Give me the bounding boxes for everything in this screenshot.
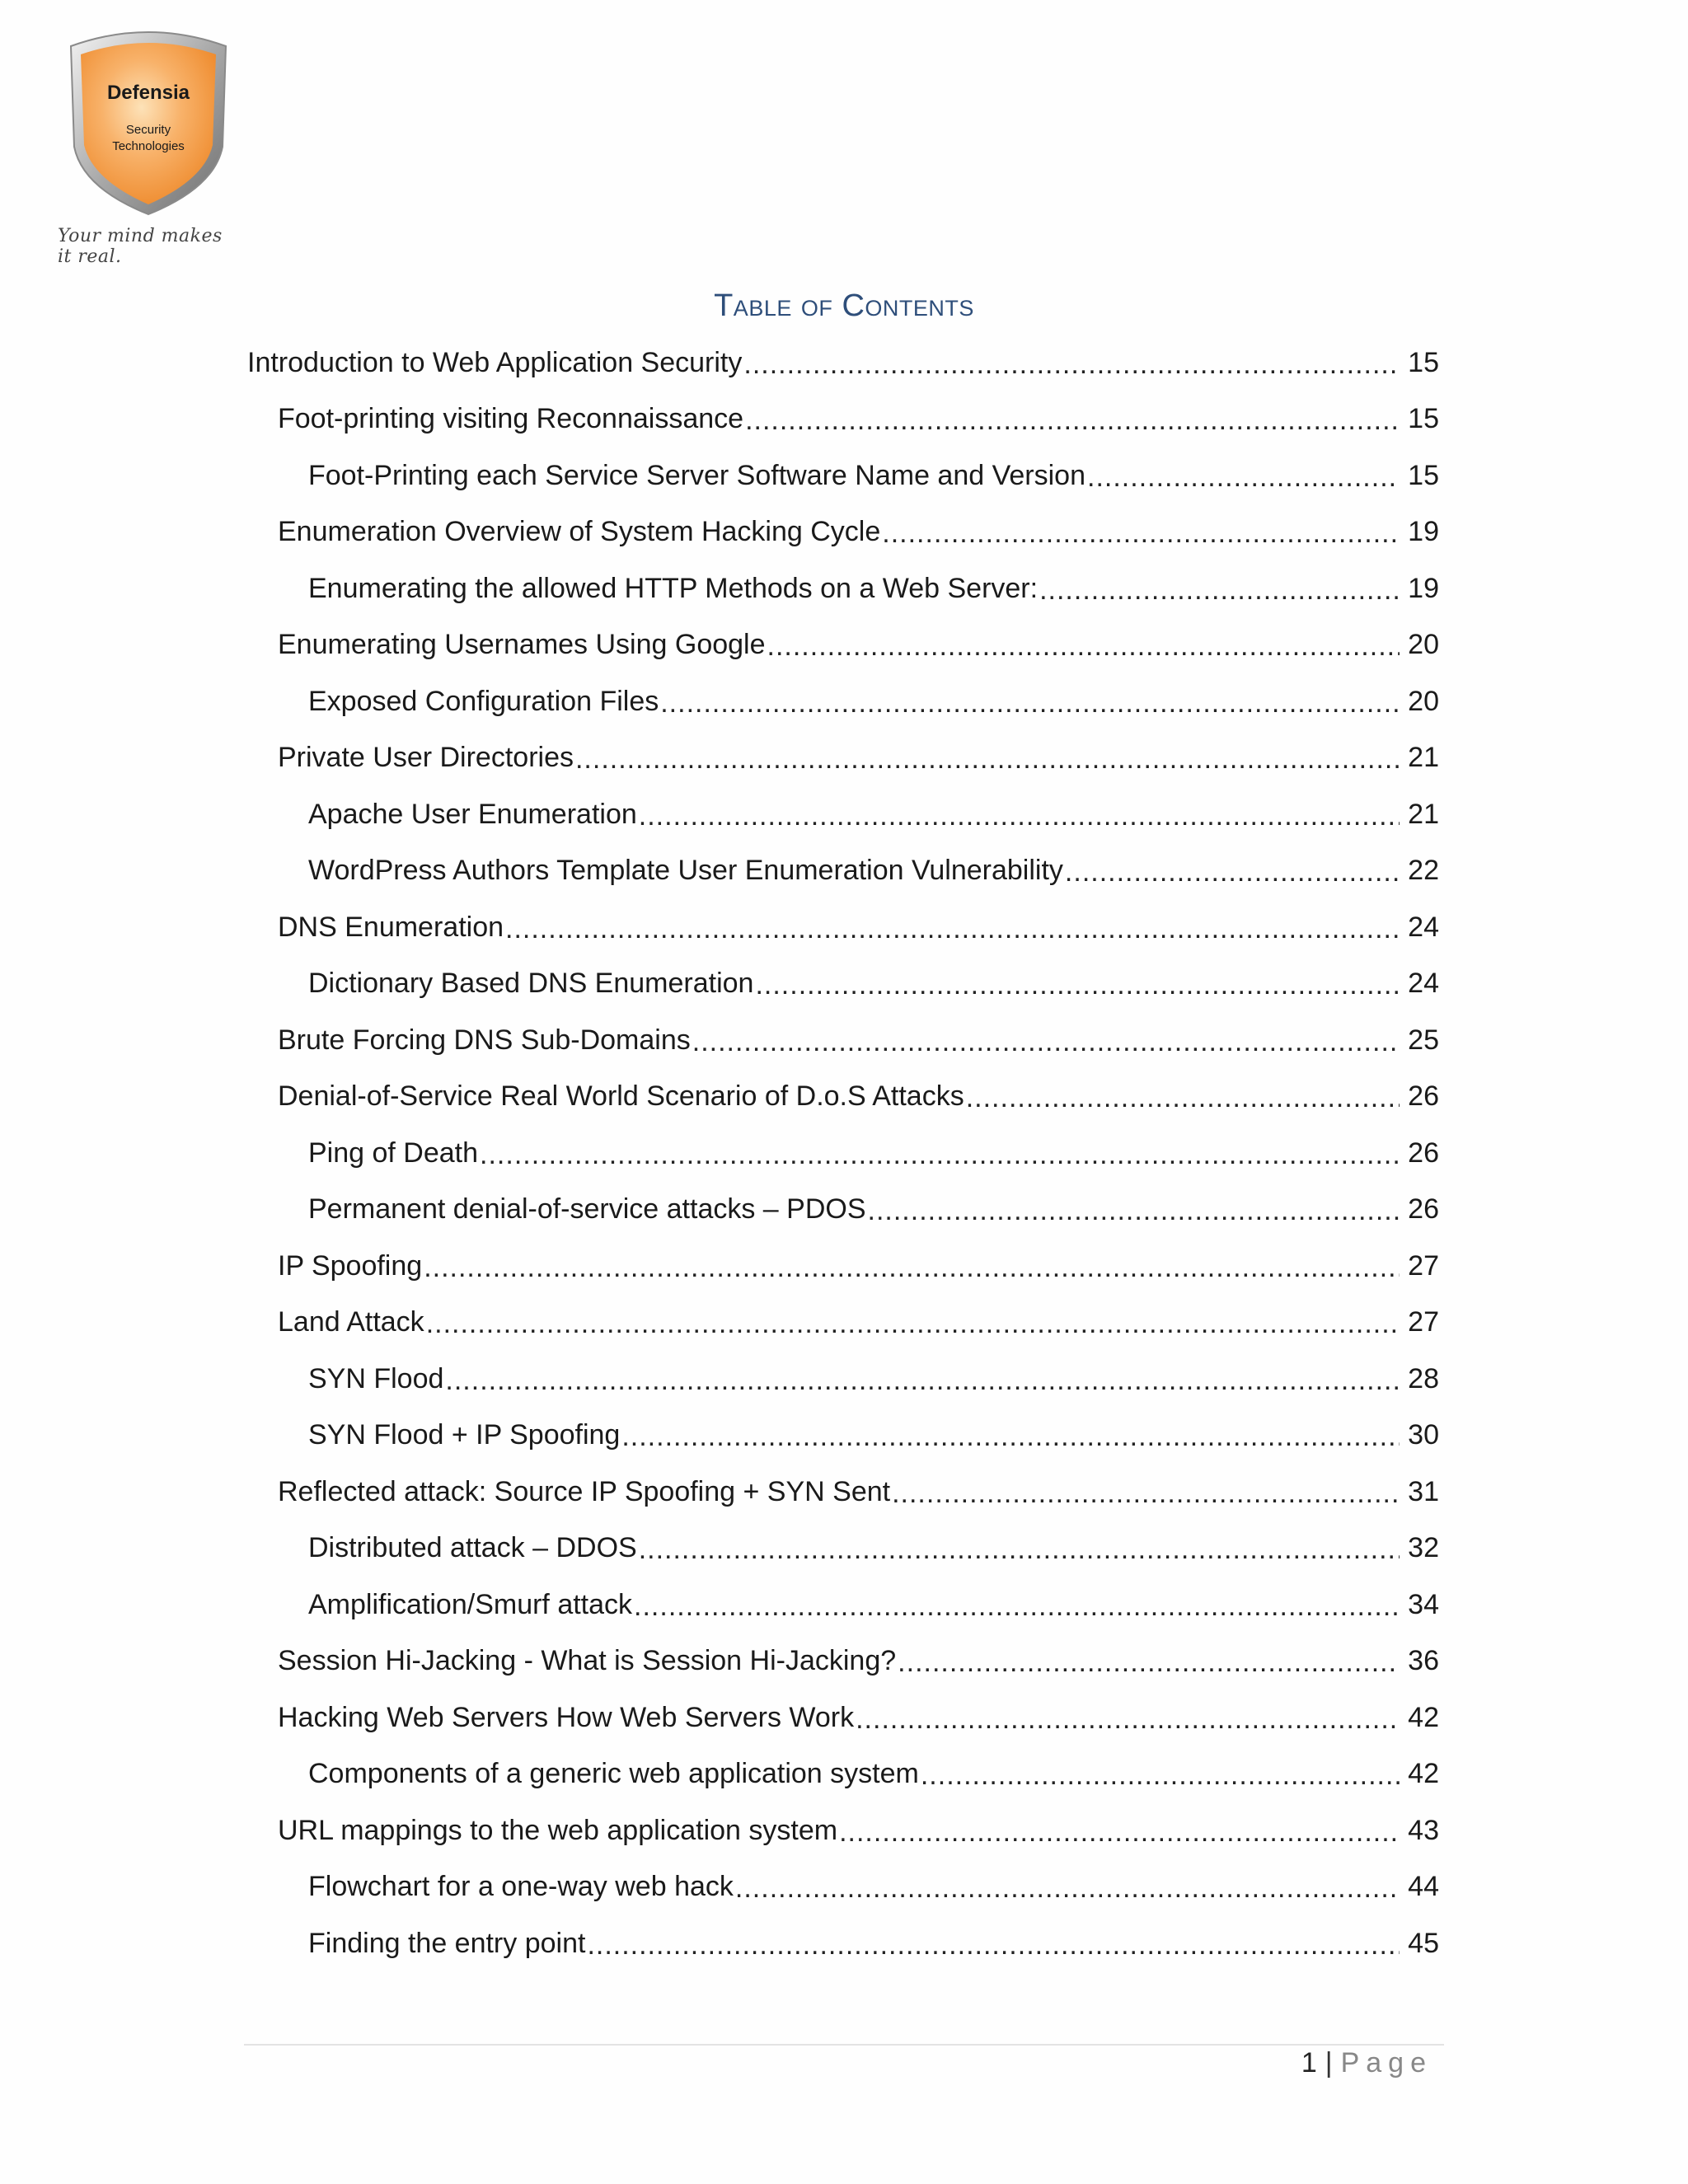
toc-entry-label: Finding the entry point [308,1927,586,1959]
toc-entry[interactable] [247,899,1439,956]
toc-entry[interactable] [247,1182,1439,1239]
toc-entry-page: 31 [1408,1475,1439,1507]
toc-entry-page: 26 [1408,1080,1439,1113]
toc-entry[interactable] [247,391,1439,448]
toc-entry[interactable] [247,1295,1439,1352]
toc-entry-page: 20 [1408,685,1439,717]
toc-entry-label: Foot-Printing each Service Server Software Name and Version [308,459,1086,491]
toc-entry-label: Reflected attack: Source IP Spoofing + SYN Sent [278,1475,891,1507]
toc-entry[interactable] [247,1802,1439,1859]
toc-dot-leader [755,969,1400,1001]
toc-entry-label: SYN Flood + IP Spoofing [308,1419,621,1451]
toc-entry[interactable] [247,1464,1439,1521]
toc-entry-label: Enumerating Usernames Using Google [278,629,766,661]
toc-entry[interactable] [247,1125,1439,1182]
toc-entry-label: Ping of Death [308,1137,479,1169]
toc-entry-page: 15 [1408,403,1439,435]
toc-entry-page: 22 [1408,855,1439,887]
toc-entry[interactable] [247,1690,1439,1746]
toc-dot-leader [966,1082,1400,1114]
toc-entry-page: 36 [1408,1645,1439,1677]
toc-dot-leader [445,1365,1400,1397]
toc-entry-page: 19 [1408,516,1439,548]
toc-entry-label: Enumerating the allowed HTTP Methods on a Web Server: [308,572,1039,604]
toc-entry-label: DNS Enumeration [278,911,504,943]
toc-entry[interactable] [247,956,1439,1013]
toc-dot-leader [839,1816,1400,1849]
toc-entry-page: 42 [1408,1758,1439,1790]
toc-entry[interactable] [247,560,1439,617]
toc-dot-leader [424,1252,1400,1284]
toc-dot-leader [1087,462,1400,494]
toc-entry-label: Enumeration Overview of System Hacking Cycle [278,516,881,548]
toc-dot-leader [898,1647,1400,1679]
toc-entry-label: IP Spoofing [278,1249,423,1282]
toc-entry[interactable] [247,1915,1439,1972]
toc-dot-leader [426,1308,1400,1340]
toc-entry[interactable] [247,1859,1439,1916]
toc-title: Table of Contents [714,288,974,323]
toc-dot-leader [621,1421,1400,1453]
toc-dot-leader [1065,856,1400,888]
toc-entry[interactable] [247,1408,1439,1465]
toc-entry-page: 21 [1408,798,1439,830]
toc-dot-leader [505,913,1400,945]
toc-entry-page: 44 [1408,1871,1439,1903]
toc-entry-page: 21 [1408,742,1439,774]
toc-entry-label: Apache User Enumeration [308,798,637,830]
toc-dot-leader [745,405,1400,437]
toc-entry[interactable] [247,1746,1439,1803]
toc-entry-label: Private User Directories [278,742,574,774]
toc-dot-leader [692,1026,1400,1058]
toc-dot-leader [480,1139,1400,1171]
toc-entry-label: Land Attack [278,1306,424,1338]
toc-entry-label: Dictionary Based DNS Enumeration [308,968,754,1000]
toc-entry[interactable] [247,1633,1439,1690]
toc-entry[interactable] [247,335,1439,391]
toc-entry[interactable] [247,843,1439,900]
toc-entry-label: URL mappings to the web application system [278,1814,838,1846]
page-number: 1 [1301,2047,1317,2079]
page-word: Page [1340,2047,1432,2079]
toc-entry-page: 42 [1408,1701,1439,1733]
toc-entry[interactable] [247,786,1439,843]
toc-entry-page: 26 [1408,1137,1439,1169]
toc-entry[interactable] [247,1577,1439,1633]
toc-entry-page: 30 [1408,1419,1439,1451]
toc-dot-leader [767,630,1400,663]
toc-entry-page: 24 [1408,968,1439,1000]
page-footer [1301,2047,1432,2079]
logo-name: Defensia [106,82,190,104]
toc-entry-label: Amplification/Smurf attack [308,1588,633,1620]
toc-dot-leader [639,800,1400,832]
toc-entry-page: 26 [1408,1193,1439,1226]
shield-icon [53,23,244,221]
toc-dot-leader [587,1929,1400,1961]
defensia-logo [53,23,244,254]
toc-entry[interactable] [247,617,1439,674]
toc-entry-page: 15 [1408,459,1439,491]
toc-dot-leader [639,1534,1400,1566]
toc-entry[interactable] [247,673,1439,730]
toc-entry-label: Distributed attack – DDOS [308,1532,637,1564]
toc-entry-page: 45 [1408,1927,1439,1959]
toc-entry[interactable] [247,1069,1439,1126]
toc-entry-page: 27 [1408,1249,1439,1282]
toc-list [247,335,1439,1972]
toc-entry-label: Permanent denial-of-service attacks – PDOS [308,1193,866,1226]
toc-entry-page: 34 [1408,1588,1439,1620]
toc-dot-leader [634,1591,1400,1623]
toc-entry[interactable] [247,730,1439,787]
footer-separator: | [1325,2047,1333,2079]
toc-entry-page: 32 [1408,1532,1439,1564]
toc-entry-page: 20 [1408,629,1439,661]
logo-line2: Technologies [112,139,185,153]
toc-entry-label: Hacking Web Servers How Web Servers Work [278,1701,855,1733]
toc-entry-label: Flowchart for a one-way web hack [308,1871,734,1903]
toc-entry-label: Foot-printing visiting Reconnaissance [278,403,744,435]
toc-dot-leader [921,1760,1400,1792]
toc-entry[interactable] [247,448,1439,504]
toc-dot-leader [882,518,1400,550]
toc-entry-page: 28 [1408,1362,1439,1394]
toc-dot-leader [868,1195,1400,1227]
toc-dot-leader [892,1478,1400,1510]
toc-dot-leader [660,687,1400,719]
toc-entry-label: SYN Flood [308,1362,444,1394]
toc-entry[interactable] [247,1012,1439,1069]
logo-tagline: Your mind makes it real. [58,226,223,267]
toc-dot-leader [743,349,1400,381]
toc-entry-page: 43 [1408,1814,1439,1846]
toc-entry-label: Brute Forcing DNS Sub-Domains [278,1024,691,1056]
toc-entry-label: Denial-of-Service Real World Scenario of D.o.S Attacks [278,1080,964,1113]
toc-entry[interactable] [247,504,1439,561]
toc-dot-leader [735,1872,1400,1905]
toc-entry[interactable] [247,1238,1439,1295]
toc-entry-label: Session Hi-Jacking - What is Session Hi-Jacking? [278,1645,897,1677]
toc-entry-label: Exposed Configuration Files [308,685,659,717]
toc-entry-label: Components of a generic web application system [308,1758,919,1790]
toc-entry-page: 27 [1408,1306,1439,1338]
toc-entry-page: 15 [1408,346,1439,378]
toc-dot-leader [1039,574,1400,607]
toc-dot-leader [856,1704,1400,1736]
toc-dot-leader [575,743,1400,776]
footer-divider [244,2044,1444,2046]
toc-entry-label: WordPress Authors Template User Enumeration Vulnerability [308,855,1063,887]
toc-entry-page: 25 [1408,1024,1439,1056]
toc-entry-label: Introduction to Web Application Security [247,346,743,378]
toc-entry-page: 24 [1408,911,1439,943]
logo-line1: Security [125,123,171,137]
toc-entry[interactable] [247,1351,1439,1408]
toc-entry-page: 19 [1408,572,1439,604]
toc-entry[interactable] [247,1521,1439,1577]
